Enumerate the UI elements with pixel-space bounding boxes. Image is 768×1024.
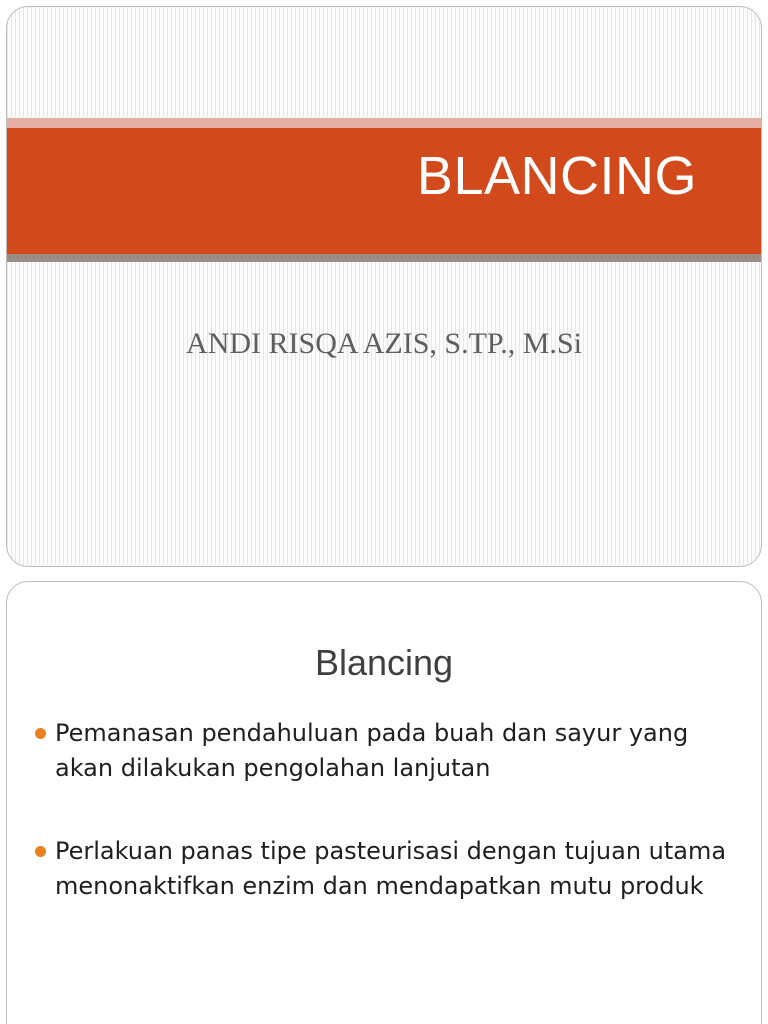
slide-author: ANDI RISQA AZIS, S.TP., M.Si	[186, 327, 582, 360]
title-band-top-stripe	[7, 118, 761, 128]
bullet-item	[35, 716, 741, 786]
bullet-list	[35, 716, 741, 952]
bullet-text: Pemanasan pendahuluan pada buah dan sayur yang akan dilakukan pengolahan lanjutan	[55, 719, 689, 782]
title-band-bottom-stripe	[7, 254, 761, 262]
slide-title: BLANCING	[416, 146, 697, 206]
content-slide	[6, 581, 762, 1024]
bullet-dot-icon	[35, 728, 46, 739]
bullet-item	[35, 834, 741, 904]
bullet-dot-icon	[35, 846, 46, 857]
title-slide	[6, 6, 762, 567]
bullet-text: Perlakuan panas tipe pasteurisasi dengan tujuan utama menonaktifkan enzim dan mendapatkan mutu produk	[55, 837, 727, 900]
content-slide-title: Blancing	[314, 642, 454, 683]
